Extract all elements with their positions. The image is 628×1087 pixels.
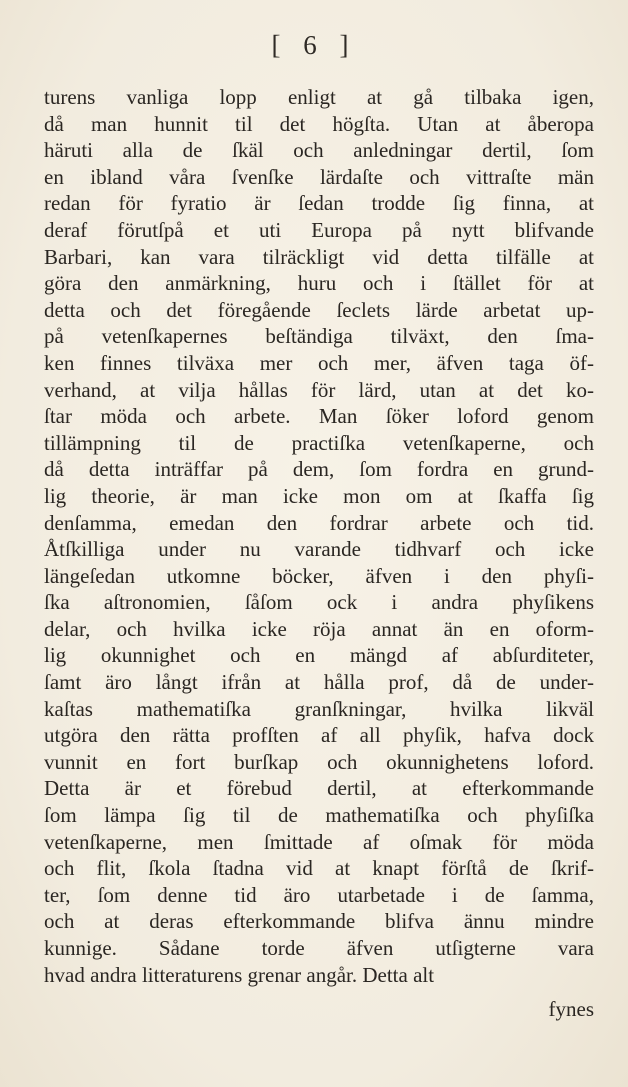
- text-line: verhand, at vilja hållas för lärd, utan at det ko-: [44, 377, 594, 402]
- text-line: då man hunnit til det högſta. Utan at åberopa: [44, 111, 594, 136]
- catchword: fynes: [548, 997, 594, 1021]
- text-line: göra den anmärkning, huru och i ſtället för at: [44, 271, 594, 296]
- text-line: och at deras efterkommande blifva ännu mindre: [44, 909, 594, 934]
- text-line: då detta inträffar på dem, ſom fordra en grund-: [44, 457, 594, 482]
- text-line: vetenſkaperne, men ſmittade af oſmak för möda: [44, 829, 594, 854]
- text-line: Barbari, kan vara tilräckligt vid detta tilfälle at: [44, 244, 594, 269]
- text-line: hvad andra litteraturens grenar angår. Detta alt: [44, 962, 435, 987]
- text-line: tillämpning til de practiſka vetenſkaperne, och: [44, 430, 594, 455]
- text-line: ken finnes tilväxa mer och mer, äfven taga öf-: [44, 350, 594, 375]
- page-number: [ 6 ]: [271, 30, 357, 60]
- text-line: ter, ſom denne tid äro utarbetade i de ſamma,: [44, 882, 594, 907]
- text-line: kaſtas mathematiſka granſkningar, hvilka likväl: [44, 696, 594, 721]
- text-line: och flit, ſkola ſtadna vid at knapt förſtå de ſkrif-: [44, 856, 594, 881]
- text-line: en ibland våra ſvenſke lärdaſte och vittraſte män: [44, 164, 594, 189]
- text-line: lig okunnighet och en mängd af abſurditeter,: [44, 643, 594, 668]
- text-line: deraf förutſpå et uti Europa på nytt blifvande: [44, 217, 594, 242]
- text-line: lig theorie, är man icke mon om at ſkaffa ſig: [44, 483, 594, 508]
- body-text: [44, 84, 594, 988]
- text-line: Åtſkilliga under nu varande tidhvarf och icke: [44, 537, 594, 562]
- text-line: ſamt äro långt ifrån at hålla prof, då de under-: [44, 670, 594, 695]
- text-line: denſamma, emedan den fordrar arbete och tid.: [44, 510, 594, 535]
- text-line: kunnige. Sådane torde äfven utſigterne vara: [44, 936, 594, 960]
- text-line: utgöra den rätta profſten af all phyſik, hafva dock: [44, 723, 594, 748]
- text-line: häruti alla de ſkäl och anledningar dertil, ſom: [44, 138, 594, 163]
- text-line: vunnit en fort burſkap och okunnighetens loford.: [44, 749, 594, 774]
- text-line: ſom lämpa ſig til de mathematiſka och phyſiſka: [44, 803, 594, 828]
- text-line: Detta är et förebud dertil, at efterkommande: [44, 776, 594, 801]
- text-line: ſtar möda och arbete. Man ſöker loford genom: [44, 404, 594, 429]
- text-line: redan för fyratio är ſedan trodde ſig finna, at: [44, 191, 594, 216]
- text-line: ſka aſtronomien, ſåſom ock i andra phyſikens: [44, 590, 594, 615]
- text-line: detta och det föregående ſeclets lärde arbetat up-: [44, 297, 594, 322]
- text-line: på vetenſkapernes beſtändiga tilväxt, den ſma-: [44, 324, 594, 349]
- text-line: turens vanliga lopp enligt at gå tilbaka igen,: [44, 85, 594, 109]
- text-line: längeſedan utkomne böcker, äfven i den phyſi-: [44, 563, 594, 588]
- text-line: delar, och hvilka icke röja annat än en oform-: [44, 616, 594, 641]
